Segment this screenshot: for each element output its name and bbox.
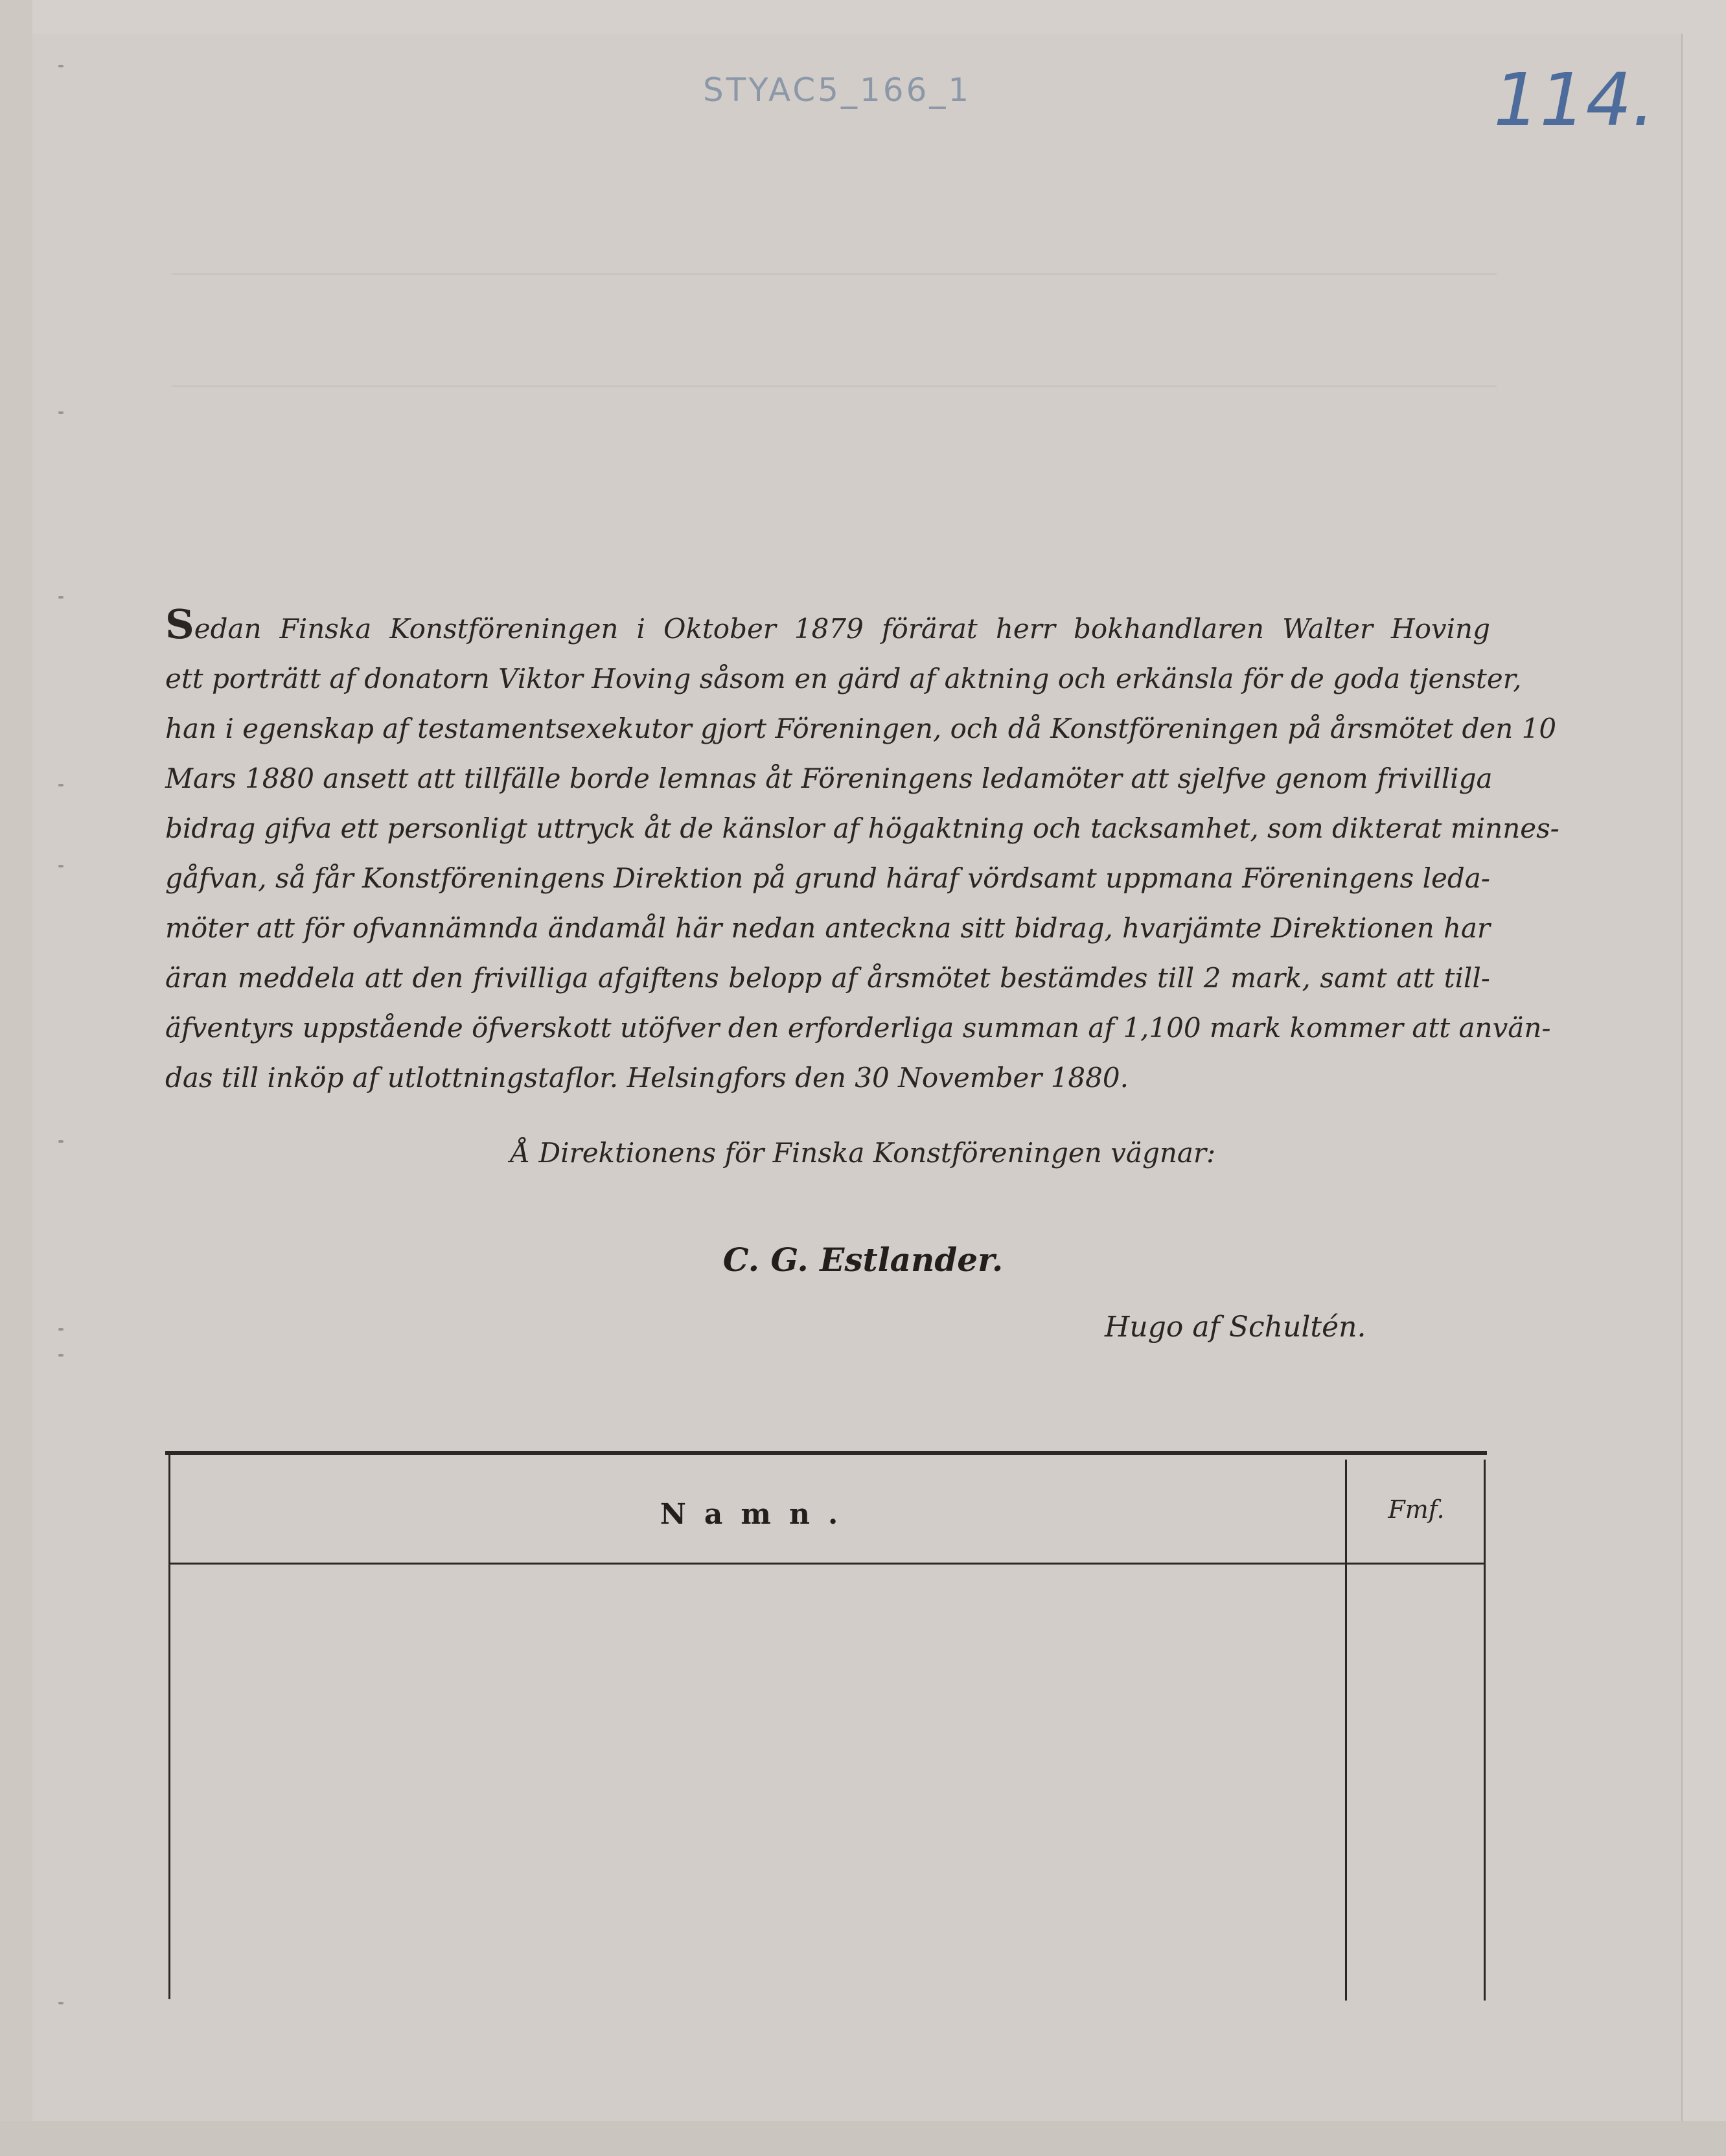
- table-header-rule: [170, 1563, 1485, 1565]
- letter-line: bidrag gifva ett personligt uttryck åt de känslor af högaktning och tacksamhet, som dikterat minnes-: [165, 812, 1559, 844]
- letter-line: Mars 1880 ansett att tillfälle borde lemnas åt Föreningens ledamöter att sjelfve genom frivilliga: [165, 763, 1493, 794]
- signature-schulten: Hugo af Schultén.: [1105, 1311, 1366, 1344]
- table-right-border: [1484, 1460, 1486, 2001]
- page-left-edge: [0, 0, 32, 2156]
- binding-mark: [58, 1328, 63, 1331]
- letter-line: möter att för ofvannämnda ändamål här nedan anteckna sitt bidrag, hvarjämte Direktionen har: [165, 912, 1490, 944]
- binding-mark: [58, 411, 63, 414]
- drop-initial: S: [165, 601, 194, 648]
- binding-mark: [58, 2002, 63, 2004]
- letter-line: gåfvan, så får Konstföreningens Direktion på grund häraf vördsamt uppmana Föreningens leda-: [165, 862, 1490, 894]
- archive-code: STYAC5_166_1: [703, 71, 972, 109]
- binding-mark: [58, 865, 63, 867]
- table-column-divider: [1345, 1460, 1347, 2001]
- signoff-line: Å Direktionens för Finska Konstföreningen vägnar:: [510, 1137, 1216, 1169]
- letter-line: das till inköp af utlottningstaflor. Helsingfors den 30 November 1880.: [165, 1062, 1129, 1094]
- column-header-amount: Fmf.: [1388, 1495, 1445, 1524]
- letter-body: [165, 599, 1559, 1103]
- page-bottom-edge: [0, 2121, 1726, 2156]
- faint-show-through-line: [172, 273, 1497, 275]
- letter-line: han i egenskap af testamentsexekutor gjort Föreningen, och då Konstföreningen på årsmötet den 10: [165, 713, 1557, 744]
- letter-line: ett porträtt af donatorn Viktor Hoving såsom en gärd af aktning och erkänsla för de goda tjenster,: [165, 663, 1522, 694]
- faint-show-through-line: [172, 385, 1497, 387]
- page-number: 114.: [1493, 58, 1655, 143]
- binding-mark: [58, 784, 63, 786]
- binding-mark: [58, 596, 63, 599]
- letter-line: äfventyrs uppstående öfverskott utöfver den erforderliga summan af 1,100 mark kommer att använ-: [165, 1012, 1551, 1044]
- signature-estlander: C. G. Estlander.: [722, 1241, 1004, 1279]
- table-top-rule: [165, 1451, 1487, 1455]
- column-header-name: Namn.: [660, 1498, 857, 1531]
- binding-mark: [58, 65, 63, 67]
- letter-line: äran meddela att den frivilliga afgiftens belopp af årsmötet bestämdes till 2 mark, samt att till-: [165, 962, 1490, 994]
- binding-mark: [58, 1354, 63, 1357]
- letter-line-text: edan Finska Konstföreningen i Oktober 1879 förärat herr bokhandlaren Walter Hoving: [194, 613, 1490, 645]
- table-left-border: [168, 1455, 170, 1999]
- letter-line: [165, 599, 1490, 654]
